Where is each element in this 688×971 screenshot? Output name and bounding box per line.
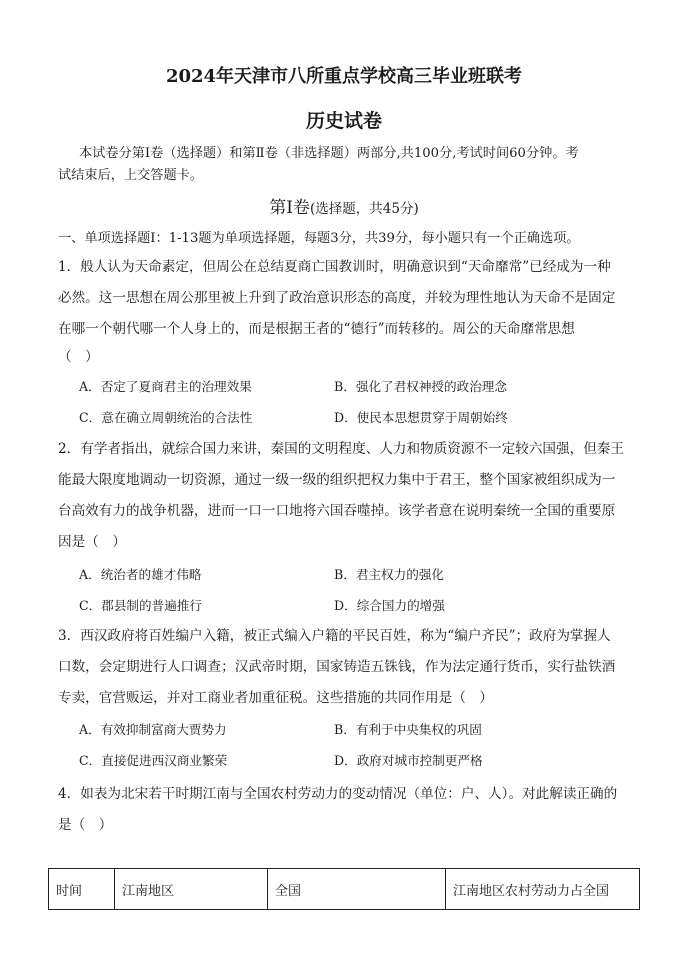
q3-option-c: C．直接促进西汉商业繁荣: [79, 753, 228, 768]
table-header-row: [49, 869, 640, 910]
section-note: (选择题，共45分): [310, 201, 419, 217]
q1-line-1: 1．般人认为天命素定，但周公在总结夏商亡国教训时，明确意识到“天命靡常”已经成为一种: [58, 259, 611, 275]
section-heading: [0, 193, 688, 218]
labor-table: [48, 868, 640, 910]
q1-line-2: 必然。这一思想在周公那里被上升到了政治意识形态的高度，并较为理性地认为天命不是固定: [58, 290, 616, 306]
table-header-cell: 江南地区农村劳动力占全国: [446, 869, 640, 910]
q3-option-a: A．有效抑制富商大贾势力: [79, 722, 227, 737]
q2-line-1: 2．有学者指出，就综合国力来讲，秦国的文明程度、人力和物质资源不一定较六国强，但秦王: [58, 441, 624, 457]
q2-option-c: C．郡县制的普遍推行: [79, 598, 202, 613]
table-header-cell: 全国: [268, 869, 446, 910]
q1-option-b: B．强化了君权神授的政治理念: [334, 379, 507, 394]
q1-line-4: （ ）: [58, 349, 99, 365]
q1-line-3: 在哪一个朝代哪一个人身上的，而是根据王者的“德行”而转移的。周公的天命靡常思想: [58, 321, 575, 337]
intro-line-2: 试结束后，上交答题卡。: [58, 168, 204, 183]
q2-option-b: B．君主权力的强化: [334, 567, 445, 582]
q1-option-a: A．否定了夏商君主的治理效果: [79, 379, 252, 394]
q3-line-2: 口数，会定期进行人口调查；汉武帝时期，国家铸造五铢钱，作为法定通行货币，实行盐铁酒: [58, 659, 616, 675]
q1-option-d: D．使民本思想贯穿于周朝始终: [334, 410, 508, 425]
intro-line-1: 本试卷分第Ⅰ卷（选择题）和第Ⅱ卷（非选择题）两部分,共100分,考试时间60分钟。考: [79, 146, 579, 161]
q2-option-a: A．统治者的雄才伟略: [79, 567, 202, 582]
q3-line-1: 3．西汉政府将百姓编户入籍，被正式编入户籍的平民百姓，称为“编户齐民”；政府为掌握人: [58, 628, 611, 644]
q3-option-b: B．有利于中央集权的巩固: [334, 722, 482, 737]
q1-option-c: C．意在确立周朝统治的合法性: [79, 410, 253, 425]
instructions: 一、单项选择题Ⅰ：1-13题为单项选择题，每题3分，共39分，每小题只有一个正确选项。: [58, 231, 580, 246]
q4-line-2: 是（ ）: [58, 817, 113, 833]
q2-line-2: 能最大限度地调动一切资源，通过一级一级的组织把权力集中于君王，整个国家被组织成为一: [58, 472, 616, 488]
q3-option-d: D．政府对城市控制更严格: [334, 753, 483, 768]
q2-line-3: 台高效有力的战争机器，进而一口一口地将六国吞噬掉。该学者意在说明秦统一全国的重要原: [58, 503, 616, 519]
q3-line-3: 专卖，官营贩运，并对工商业者加重征税。这些措施的共同作用是（ ）: [58, 690, 493, 706]
exam-title: 2024年天津市八所重点学校高三毕业班联考: [165, 66, 523, 87]
q4-line-1: 4．如表为北宋若干时期江南与全国农村劳动力的变动情况（单位：户、人）。对此解读正确的: [58, 786, 618, 802]
q2-line-4: 因是（ ）: [58, 534, 126, 550]
table-header-cell: 江南地区: [115, 869, 268, 910]
exam-subtitle: 历史试卷: [305, 110, 382, 132]
q2-option-d: D．综合国力的增强: [334, 598, 445, 613]
section-title: 第Ⅰ卷: [269, 198, 310, 218]
table-header-cell: 时间: [49, 869, 115, 910]
